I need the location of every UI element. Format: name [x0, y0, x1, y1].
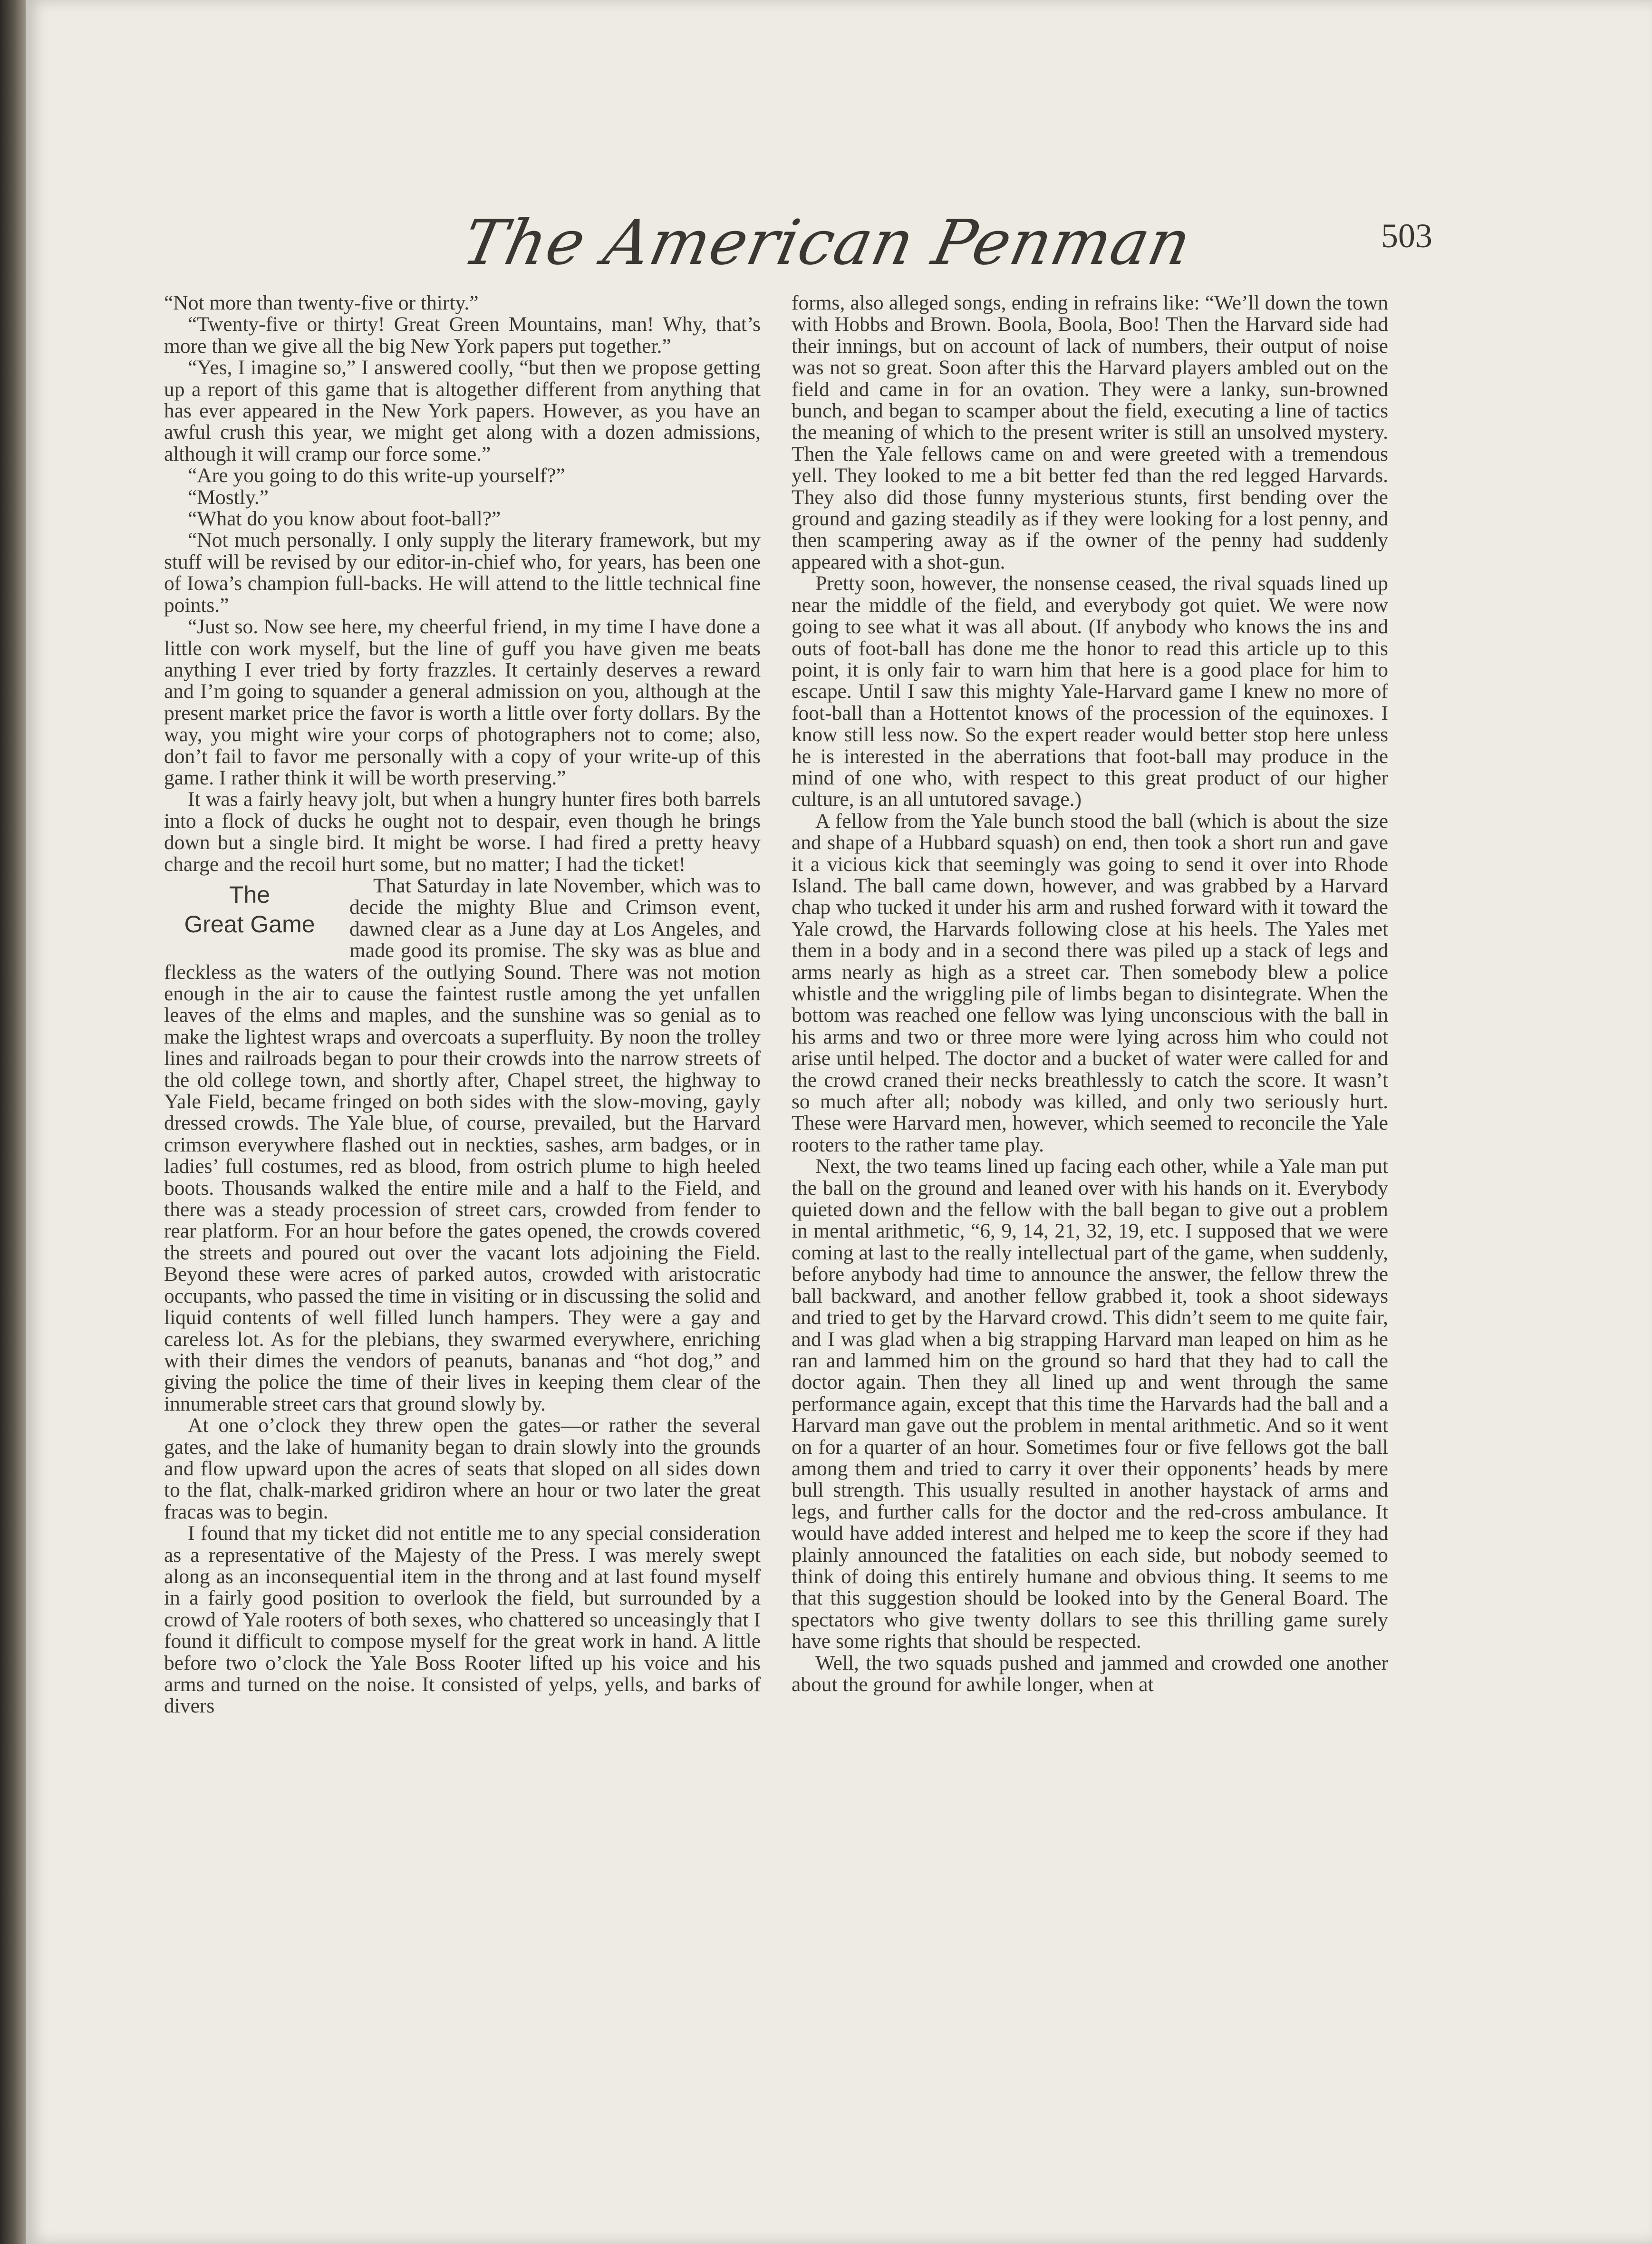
paragraph: “Not much personally. I only supply the literary framework, but my stuff will be revised by our editor-in-chief who, for years, has been one of Iowa’s champion full-backs. He will attend to the little technical fine points.” [164, 529, 761, 617]
masthead [447, 204, 1208, 280]
paragraph: Next, the two teams lined up facing each other, while a Yale man put the ball on the ground and leaned over with his hands on it. Everybody quieted down and the fellow with the ball began to give out a problem in mental arithmetic, “6, 9, 14, 21, 32, 19, etc. I supposed that we were coming at last to the really intellectual part of the game, when suddenly, before anybody had time to announce the answer, the fellow threw the ball backward, and another fellow grabbed it, took a shoot sideways and tried to get by the Harvard crowd. This didn’t seem to me quite fair, and I was glad when a big strapping Harvard man leaped on him as he ran and lammed him on the ground so hard that they had to call the doctor again. Then they all lined up and went through the same performance again, except that this time the Harvards had the ball and a Harvard man gave out the problem in mental arithmetic. And so it went on for a quarter of an hour. Sometimes four or five fellows got the ball among them and tried to carry it over their opponents’ heads by mere bull strength. This usually resulted in another haystack of arms and legs, and further calls for the doctor and the red-cross ambulance. It would have added interest and helped me to keep the score if they had plainly announced the fatalities on each side, but nobody seemed to think of doing this entirely humane and obvious thing. It seems to me that this suggestion should be looked into by the General Board. The spectators who give twenty dollars to see this thrilling game surely have some rights that should be respected. [792, 1155, 1388, 1653]
paragraph: A fellow from the Yale bunch stood the ball (which is about the size and shape of a Hubbard squash) on end, then took a short run and gave it a vicious kick that seemingly was going to send it over into Rhode Island. The ball came down, however, and was grabbed by a Harvard chap who tucked it under his arm and rushed forward with it toward the Yale crowd, the Harvards following close at his heels. The Yales met them in a body and in a second there was piled up a stack of legs and arms nearly as high as a street car. Then somebody blew a police whistle and the wriggling pile of limbs began to disintegrate. When the bottom was reached one fellow was lying unconscious with the ball in his arms and two or three more were lying across him who could not arise until helped. The doctor and a bucket of water were called for and the crowd craned their necks breathlessly to catch the score. It wasn’t so much after all; nobody was killed, and only two seriously hurt. These were Harvard men, however, which seemed to reconcile the Yale rooters to the rather tame play. [792, 809, 1388, 1156]
paragraph: “Twenty-five or thirty! Great Green Mountains, man! Why, that’s more than we give all the big New York papers put together.” [164, 313, 761, 358]
paragraph: “Not more than twenty-five or thirty.” [164, 291, 479, 314]
sidehead-line: Great Game [184, 910, 315, 938]
paragraph: That Saturday in late November, which was to decide the mighty Blue and Crimson event, dawned clear as a June day at Los Angeles, and made good its promise. The sky was as blue and fleckless as the waters of the outlying Sound. There was not motion enough in the air to cause the faintest rustle among the yet unfallen leaves of the elms and maples, and the sunshine was so genial as to make the lightest wraps and overcoats a superfluity. By noon the trolley lines and railroads began to pour their crowds into the narrow streets of the old college town, and shortly after, Chapel street, the highway to Yale Field, became fringed on both sides with the slow-moving, gayly dressed crowds. The Yale blue, of course, prevailed, but the Harvard crimson everywhere flashed out in neckties, sashes, arm badges, or in ladies’ full costumes, red as blood, from ostrich plume to high heeled boots. Thousands walked the entire mile and a half to the Field, and there was a steady procession of street cars, crowded from fender to rear platform. For an hour before the gates opened, the crowds covered the streets and poured out over the vacant lots adjoining the Field. Beyond these were acres of parked autos, crowded with aristocratic occupants, who passed the time in visiting or in discussing the solid and liquid contents of well filled lunch hampers. They were a gay and careless lot. As for the plebians, they swarmed everywhere, enriching with their dimes the vendors of peanuts, bananas and “hot dog,” and giving the police the time of their lives in keeping them clear of the innumerable street cars that ground slowly by. [164, 874, 761, 1415]
paragraph: It was a fairly heavy jolt, but when a hungry hunter fires both barrels into a flock of ducks he ought not to despair, even though he brings down but a single bird. It might be worse. I had fired a pretty heavy charge and the recoil hurt some, but no matter; I had the ticket! [164, 788, 761, 876]
paragraph: Pretty soon, however, the nonsense ceased, the rival squads lined up near the middle of the field, and everybody got quiet. We were now going to see what it was all about. (If anybody who knows the ins and outs of foot-ball has done me the honor to read this article up to this point, it is only fair to warn him that here is a good place for him to escape. Until I saw this mighty Yale-Harvard game I knew no more of foot-ball than a Hottentot knows of the procession of the equinoxes. I know still less now. So the expert reader would better stop here unless he is interested in the aberrations that foot-ball may produce in the mind of one who, with respect to this great product of our higher culture, is an all untutored savage.) [792, 572, 1388, 811]
right-column [792, 292, 1388, 1695]
page-number: 503 [1381, 217, 1432, 255]
sidehead-line: The [229, 881, 271, 908]
paragraph: “Yes, I imagine so,” I answered coolly, “but then we propose getting up a report of this game that is altogether different from anything that has ever appeared in the New York papers. However, as you have an awful crush this year, we might get along with a dozen admissions, although it will cramp our force some.” [164, 356, 761, 465]
paragraph: “Mostly.” [188, 485, 269, 509]
paragraph: forms, also alleged songs, ending in refrains like: “We’ll down the town with Hobbs and Brown. Boola, Boola, Boo! Then the Harvard side had their innings, but on account of lack of numbers, their output of noise was not so great. Soon after this the Harvard players ambled out on the field and came in for an ovation. They were a lanky, sun-browned bunch, and began to scamper about the field, executing a line of tactics the meaning of which to the present writer is still an unsolved mystery. Then the Yale fellows came on and were greeted with a tremendous yell. They looked to me a bit better fed than the red legged Harvards. They also did those funny mysterious stunts, first bending over the ground and gazing steadily as if they were looking for a lost penny, and then scampering away as if the owner of the penny had suddenly appeared with a shot-gun. [792, 291, 1388, 573]
paragraph: “What do you know about foot-ball?” [188, 507, 501, 531]
left-column [164, 292, 761, 1717]
paragraph: “Just so. Now see here, my cheerful friend, in my time I have done a little con work myself, but the line of guff you have given me beats anything I ever tried by forty frazzles. It certainly deserves a reward and I’m going to squander a general admission on you, although at the present market price the favor is worth a little over forty dollars. By the way, you might wire your corps of photographers not to come; also, don’t fail to favor me personally with a copy of your write-up of this game. I rather think it will be worth preserving.” [164, 615, 761, 789]
masthead-title: The American Penman [456, 206, 1198, 279]
section-sidehead [164, 880, 335, 939]
paragraph: At one o’clock they threw open the gates—or rather the several gates, and the lake of humanity began to drain slowly into the grounds and flow upward upon the acres of seats that sloped on all sides down to the flat, chalk-marked gridiron where an hour or two later the great fracas was to begin. [164, 1414, 761, 1523]
paragraph: Well, the two squads pushed and jammed and crowded one another about the ground for awhile longer, when at [792, 1651, 1388, 1696]
paragraph: “Are you going to do this write-up yourself?” [188, 464, 565, 487]
paragraph: I found that my ticket did not entitle me to any special consideration as a representative of the Majesty of the Press. I was merely swept along as an inconsequential item in the throng and at last found myself in a fairly good position to overlook the field, but surrounded by a crowd of Yale rooters of both sexes, who chattered so unceasingly that I found it difficult to compose myself for the great work in hand. A little before two o’clock the Yale Boss Rooter lifted up his voice and his arms and turned on the noise. It consisted of yelps, yells, and barks of divers [164, 1522, 761, 1718]
